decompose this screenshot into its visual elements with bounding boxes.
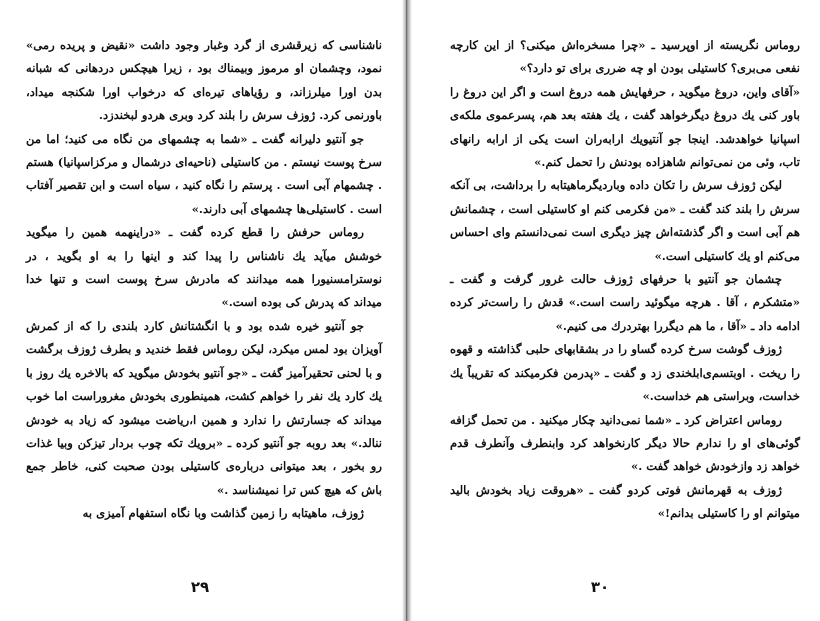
paragraph: لیکن ژوزف سرش را تکان داده وباردیگرماهیتابه را برداشت، بی آنکه سرش را بلند کند گفت ـ «من فکرمی کنم او کاستیلی است ، چشمانش هم آبی است و اگر گذشته‌اش چیز دیگری است نمی‌دانستم وای احساس می‌کنم او یك کاستیلی است.» bbox=[450, 178, 800, 263]
page-number-left: ۲۹ bbox=[190, 578, 210, 596]
paragraph: ژوزف به قهرمانش فوتی کردو گفت ـ «هروقت زیاد بخودش بالید میتوانم او را کاستیلی بدانم!» bbox=[450, 482, 800, 521]
paragraph: روماس اعتراض کرد ـ «شما نمی‌دانید چکار میکنید . من تحمل گزافه گوئی‌های او را ندارم‌ حالا دیگر کارنخواهد کرد وابنطرف وآنطرف قدم خواهد زد وازخودش خواهد گفت .» bbox=[450, 412, 800, 474]
right-page bbox=[410, 0, 820, 621]
page-number-right: ۳۰ bbox=[590, 578, 610, 596]
paragraph: «آقای واین، دروغ میگوید ، حرفهایش همه دروغ است و اگر این دروغ را باور کنی یك دروغ دیگرخواهد گفت ، یك هفته بعد هم، پسرعموی ملکه‌ی اسپانیا خواهدشد. اینجا جو آنتیویك ارابه‌ران است یکی از ارابه رانهای تاب، وئی من نمی‌توانم شاهزاده بودنش را تحمل کنم.» bbox=[450, 84, 800, 170]
paragraph: چشمان جو آنتیو با حرفهای ژوزف حالت غرور گرفت و گفت ـ «متشکرم ، آقا . هرچه میگوئید راست است.» قدش را راست‌تر کرده ادامه داد ـ «آقا ، ما هم دیگررا بهتردرك می کنیم.» bbox=[450, 272, 800, 333]
right-page-text bbox=[450, 34, 800, 526]
paragraph: جو آنتیو دلیرانه گفت ـ «شما به چشمهای من نگاه می کنید؛ اما من سرخ پوست نیستم . من کاستیلی (ناحیه‌ای درشمال و مرکزاسپانیا) هستم . چشمهام آبی است . پرستم را نگاه کنید ، سیاه است و ابن تقصیر آفتاب است . کاستیلی‌ها چشمهای آبی دارند.» bbox=[26, 131, 382, 216]
left-page-text bbox=[26, 34, 382, 526]
paragraph: ناشناسی که زیرقشری از گرد وغبار وجود داشت «نقیض و پریده رمی» نمود، وچشمان او مرموز وبیمناك بود ، زیرا هیچکس دردهانی که شبانه بدن اورا میلرزاند، و رؤیاهای تیره‌ای که درخواب اورا شکنجه میداد، باورنمی کرد. ژوزف سرش را بلند کرد وبری هردو لبخندزد. bbox=[26, 38, 382, 123]
left-page bbox=[0, 0, 405, 621]
paragraph: ژوزف گوشت سرخ کرده گساو را در بشقابهای حلبی گذاشته‌ و قهوه را ریخت . اوبتسم‌ی‌ابلخندی زد و گفت ـ «پدرمن فکرمیکند که تقریباً یك خداست، وبراستی هم خداست.» bbox=[450, 342, 800, 404]
paragraph: روماس نگریسته از اوپرسید ـ «چرا مسخره‌اش میکنی؟ از این کارچه نفعی می‌بری؟ کاستیلی بودن او چه ضرری برای تو دارد؟» bbox=[450, 38, 800, 76]
paragraph: روماس حرفش را قطع کرده گفت ـ «دراینهمه همین را میگوید خوشش میآید یك ناشناس را پیدا کند و اینها را به او بگوید ، در نوسترامسنیورا همه میدانند که مادرش سرخ پوست است و تنها خدا میداند که پدرش کی بوده است.» bbox=[26, 225, 382, 310]
gutter-divider bbox=[406, 0, 407, 621]
paragraph: جو آنتیو خیره شده بود و با انگشتانش کارد بلندی را که از کمرش آویزان بود لمس میکرد، لیکن روماس فقط خندید و بطرف ژوزف برگشت و با لحنی تحقیرآمیز گفت ـ «جو آنتیو بخودش میگوید که بالاخره یك روز با یك کارد یك نفر را خواهم کشت، همینطوری بخودش مغروراست اما خوب میداند که جسارتش را ندارد و همین ا،ریاضت میشود که زیاد به خودش ننالد.» بعد روبه جو آنتیو کرده ـ «برویك تکه چوب بردار تیزکن وبیا غذات رو بخور ، بعد میتوانی درباره‌ی کاستیلی بودن صحبت کنی، خاطر جمع باش که هیچ کس ترا نمیشناسد .» bbox=[26, 318, 382, 497]
paragraph: ژوزف، ماهیتابه را زمین گذاشت وبا نگاه استفهام آمیزی به bbox=[82, 506, 364, 521]
